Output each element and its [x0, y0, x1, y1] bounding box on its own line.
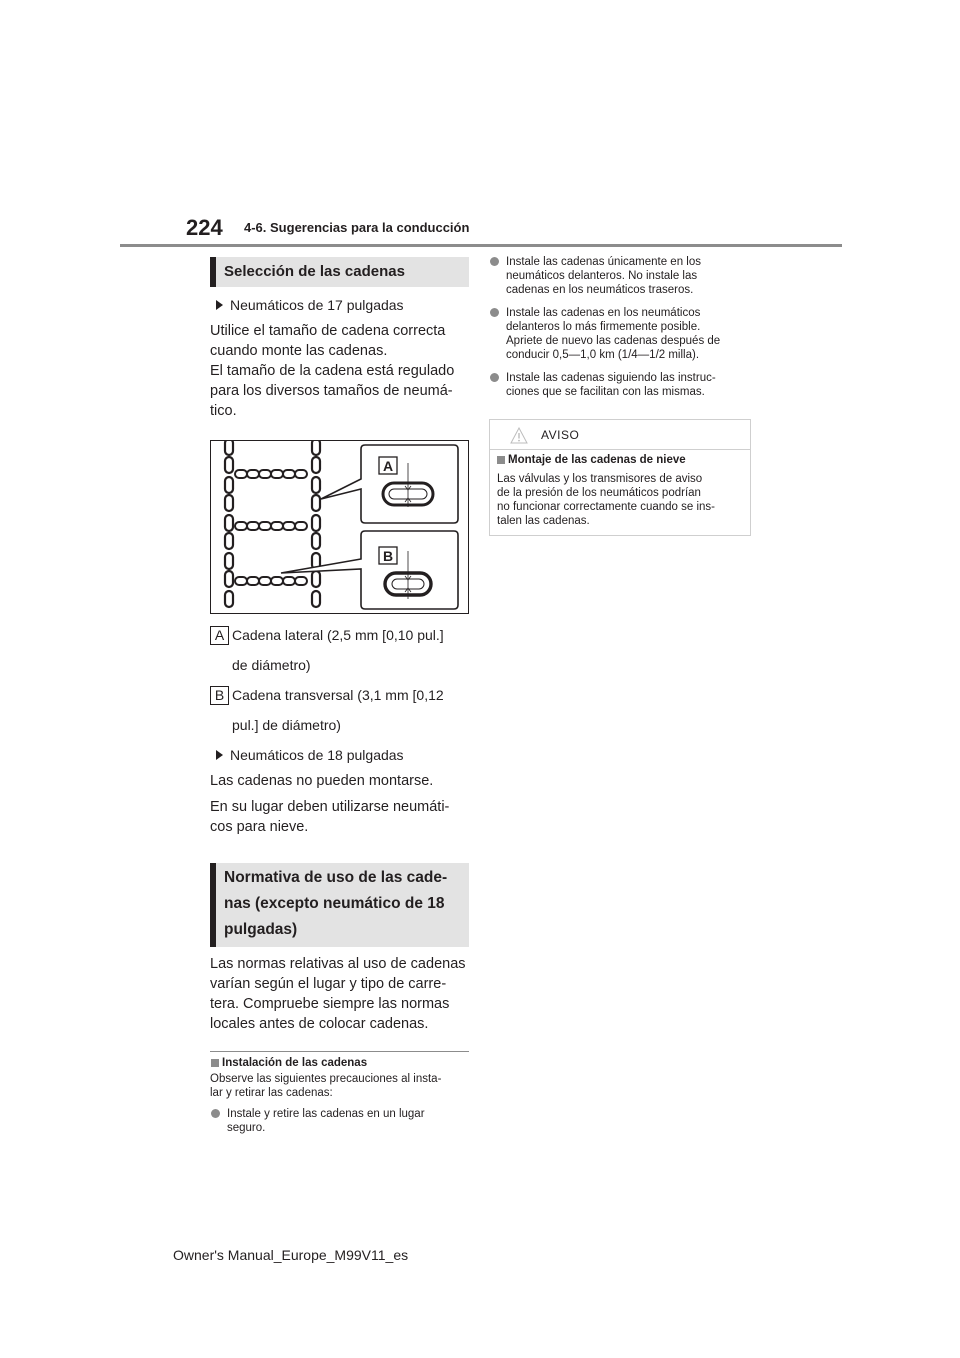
warning-subhead: Montaje de las cadenas de nieve [497, 454, 743, 466]
text-line: locales antes de colocar cadenas. [210, 1016, 429, 1032]
text-line: no funcionar correctamente cuando se ins- [497, 501, 715, 513]
label-b: B [382, 548, 394, 564]
warning-header [490, 420, 750, 450]
text-line: cadenas en los neumáticos traseros. [506, 284, 694, 296]
text-line: de la presión de los neumáticos podrían [497, 487, 701, 499]
text-line: conducir 0,5—1,0 km (1/4—1/2 milla). [506, 349, 700, 361]
text-line: ciones que se facilitan con las mismas. [506, 386, 705, 398]
legend-a-text: de diámetro) [232, 657, 311, 673]
text-line: varían según el lugar y tipo de carre- [210, 976, 447, 992]
text-line: El tamaño de la cadena está regulado [210, 363, 455, 379]
paragraph-not-mountable: Las cadenas no pueden montarse. [210, 773, 434, 789]
heading-line: Normativa de uso de las cade- [224, 869, 448, 886]
divider [210, 1051, 469, 1052]
text-line: Las normas relativas al uso de cadenas [210, 956, 466, 972]
footer-manual-id: Owner's Manual_Europe_M99V11_es [173, 1247, 409, 1263]
text-line: lar y retirar las cadenas: [210, 1087, 333, 1099]
bullet-instructions [489, 371, 751, 399]
cross-chain-1 [235, 470, 307, 478]
text-line: talen las cadenas. [497, 515, 590, 527]
paragraph-chain-size [210, 321, 469, 421]
cross-chain-2 [235, 522, 307, 530]
heading-chain-regulations [210, 863, 469, 947]
warning-box [489, 419, 751, 536]
text-line: Las válvulas y los transmisores de aviso [497, 473, 703, 485]
section-header: 4-6. Sugerencias para la conducción [244, 220, 470, 235]
text-line: tico. [210, 403, 237, 419]
right-column [489, 255, 751, 536]
heading-chain-selection: Selección de las cadenas [210, 257, 469, 287]
warning-triangle-icon [510, 427, 528, 445]
legend-b-key: B [210, 686, 229, 705]
text-line: cuando monte las cadenas. [210, 343, 388, 359]
text-line: para los diversos tamaños de neumá- [210, 383, 453, 399]
header-rule [120, 244, 842, 247]
callout-b [281, 531, 458, 609]
legend-a [210, 626, 469, 674]
text-line: Instale las cadenas únicamente en los [506, 256, 701, 268]
chain-illustration [211, 441, 468, 613]
heading-line: pulgadas) [224, 921, 298, 938]
text-line: delanteros lo más firmemente posible. [506, 321, 701, 333]
text-line: Instale las cadenas en los neumáticos [506, 307, 701, 319]
item-18-inch: Neumáticos de 18 pulgadas [210, 746, 469, 764]
note-precautions [210, 1072, 469, 1100]
text-line: Apriete de nuevo las cadenas después de [506, 335, 721, 347]
bullet-safe-place [210, 1107, 469, 1135]
legend-b [210, 686, 469, 734]
side-chain-right [312, 441, 320, 607]
legend-b-text: Cadena transversal (3,1 mm [0,12 [232, 687, 444, 703]
side-chain-left [225, 441, 233, 607]
text-line: Instale y retire las cadenas en un lugar [227, 1108, 425, 1120]
text-line: Observe las siguientes precauciones al insta- [210, 1073, 442, 1085]
warning-body [490, 450, 750, 535]
text-line: tera. Compruebe siempre las normas [210, 996, 450, 1012]
item-17-inch: Neumáticos de 17 pulgadas [210, 296, 469, 314]
warning-label: AVISO [541, 428, 580, 442]
left-column [210, 257, 469, 1135]
label-a: A [382, 458, 394, 474]
text-line: neumáticos delanteros. No instale las [506, 270, 698, 282]
heading-line: nas (excepto neumático de 18 [224, 895, 445, 912]
bullet-tighten [489, 306, 751, 362]
text-line: En su lugar deben utilizarse neumáti- [210, 799, 450, 815]
text-line: Utilice el tamaño de cadena correcta [210, 323, 446, 339]
paragraph-snow-tires [210, 797, 469, 837]
callout-a [321, 445, 458, 523]
chain-figure [210, 440, 469, 614]
text-line: cos para nieve. [210, 819, 309, 835]
legend-b-text: pul.] de diámetro) [232, 717, 341, 733]
subhead-installation: Instalación de las cadenas [210, 1057, 469, 1069]
bullet-front-tires [489, 255, 751, 297]
cross-chain-3 [235, 577, 307, 585]
legend-a-text: Cadena lateral (2,5 mm [0,10 pul.] [232, 627, 444, 643]
warning-text [497, 472, 743, 528]
legend-a-key: A [210, 626, 229, 645]
text-line: Instale las cadenas siguiendo las instruc- [506, 372, 716, 384]
page-number: 224 [186, 215, 223, 240]
text-line: seguro. [227, 1122, 266, 1134]
paragraph-regulations [210, 954, 469, 1034]
